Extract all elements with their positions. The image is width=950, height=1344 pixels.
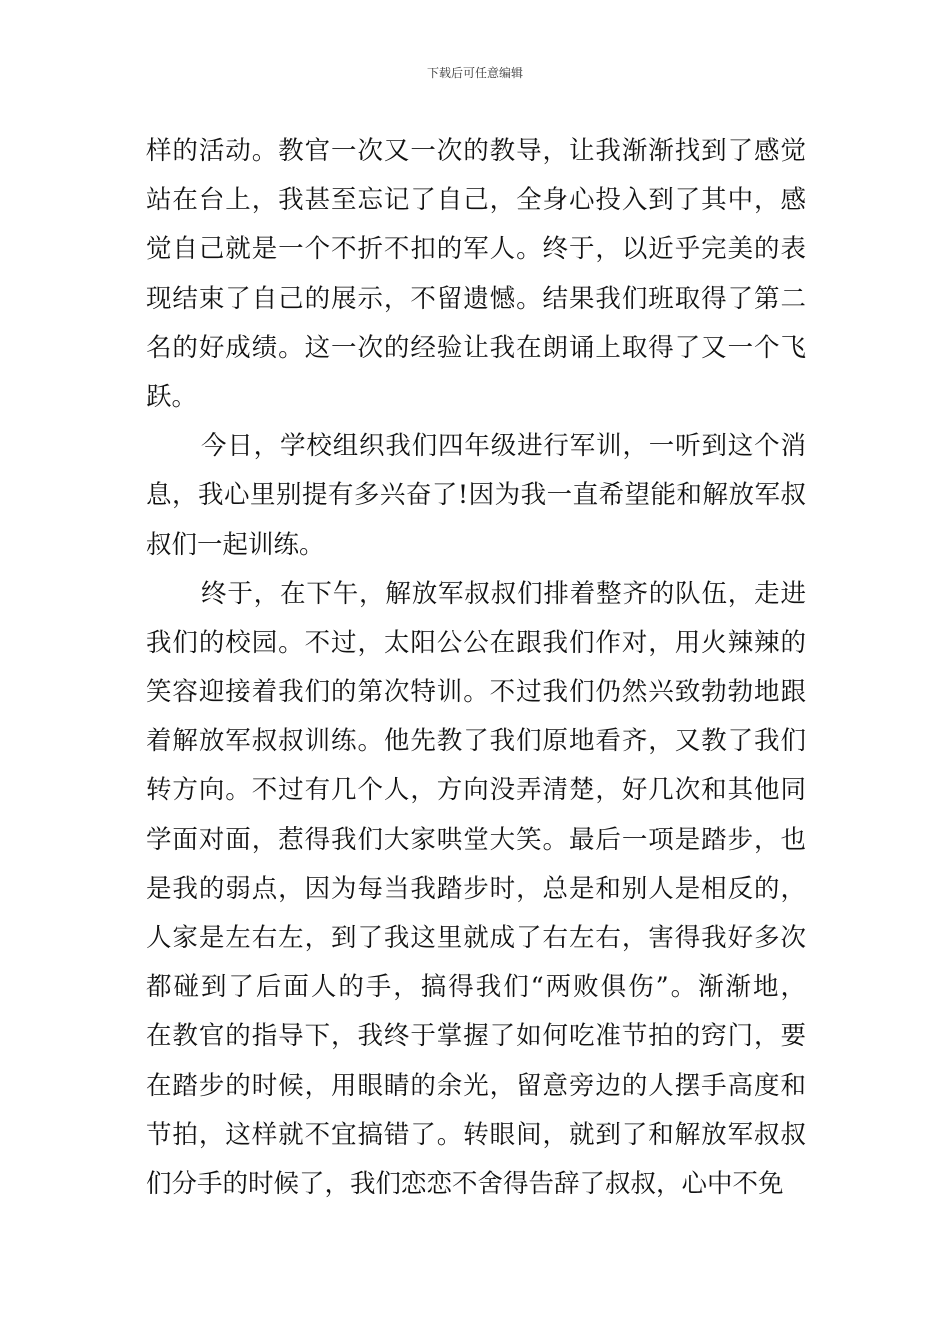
text-line: 在踏步的时候，用眼睛的余光，留意旁边的人摆手高度和 xyxy=(146,1070,806,1101)
text-line: 跃。 xyxy=(146,381,198,412)
text-line: 转方向。不过有几个人，方向没弄清楚，好几次和其他同 xyxy=(146,775,806,806)
text-line: 们分手的时候了，我们恋恋不舍得告辞了叔叔，心中不免 xyxy=(146,1168,784,1199)
text-line: 着解放军叔叔训练。他先教了我们原地看齐，又教了我们 xyxy=(146,726,806,757)
text-line: 笑容迎接着我们的第次特训。不过我们仍然兴致勃勃地跟 xyxy=(146,677,806,708)
text-line: 是我的弱点，因为每当我踏步时，总是和别人是相反的， xyxy=(146,873,806,904)
text-line: 觉自己就是一个不折不扣的军人。终于，以近乎完美的表 xyxy=(146,234,806,265)
text-line: 息，我心里别提有多兴奋了!因为我一直希望能和解放军叔 xyxy=(146,480,806,511)
paragraph xyxy=(146,422,806,570)
text-line: 站在台上，我甚至忘记了自己，全身心投入到了其中，感 xyxy=(146,185,806,216)
text-line: 名的好成绩。这一次的经验让我在朗诵上取得了又一个飞 xyxy=(146,332,806,363)
paragraph xyxy=(146,127,806,422)
paragraph xyxy=(146,570,806,1209)
text-line: 叔们一起训练。 xyxy=(146,529,325,560)
text-line: 终于，在下午，解放军叔叔们排着整齐的队伍，走进 xyxy=(201,578,806,609)
text-line: 样的活动。教官一次又一次的教导，让我渐渐找到了感觉 xyxy=(146,136,806,166)
text-line: 都碰到了后面人的手，搞得我们“两败俱伤”。渐渐地， xyxy=(146,972,806,1003)
text-line: 学面对面，惹得我们大家哄堂大笑。最后一项是踏步，也 xyxy=(146,824,806,855)
text-line: 人家是左右左，到了我这里就成了右左右，害得我好多次 xyxy=(146,923,806,953)
text-line: 现结束了自己的展示，不留遗憾。结果我们班取得了第二 xyxy=(146,283,806,314)
text-line: 在教官的指导下，我终于掌握了如何吃准节拍的窍门，要 xyxy=(146,1021,806,1052)
document-body xyxy=(146,127,806,1209)
text-line: 节拍，这样就不宜搞错了。转眼间，就到了和解放军叔叔 xyxy=(146,1119,806,1150)
text-line: 我们的校园。不过，太阳公公在跟我们作对，用火辣辣的 xyxy=(146,627,806,658)
text-line: 今日，学校组织我们四年级进行军训，一听到这个消 xyxy=(201,431,806,462)
page-header: 下载后可任意编辑 xyxy=(426,66,523,80)
